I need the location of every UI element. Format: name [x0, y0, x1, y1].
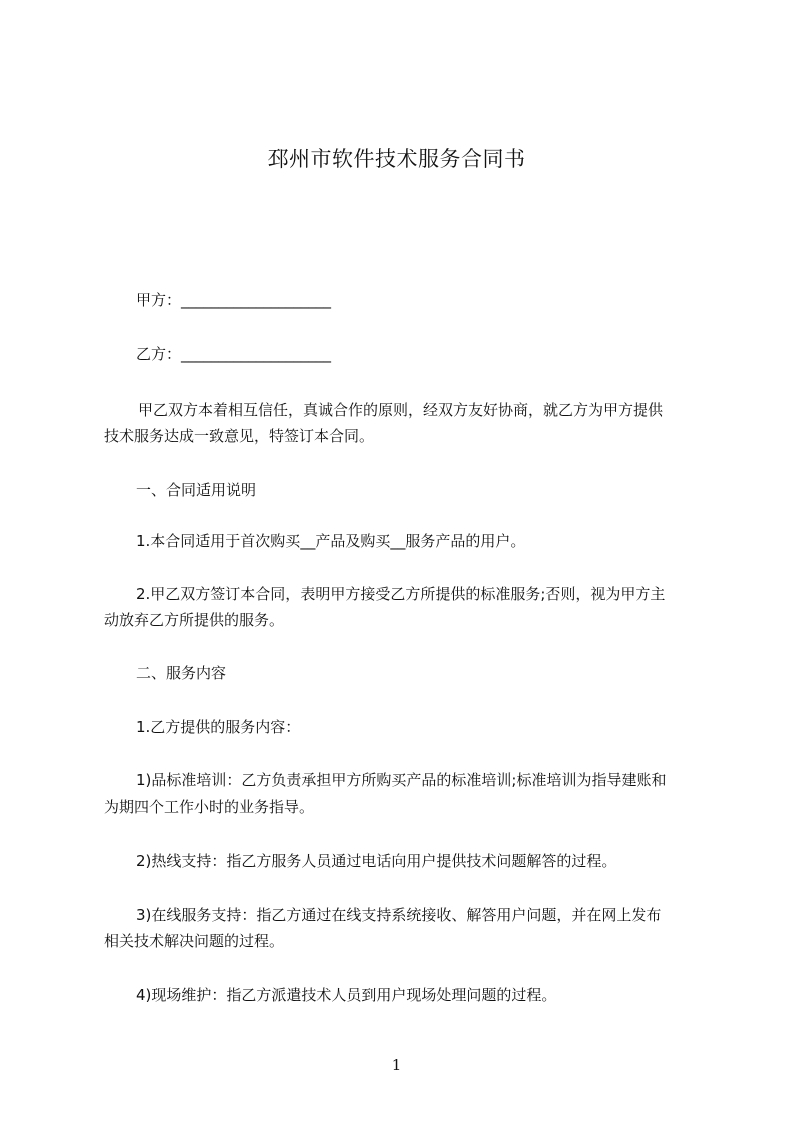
section-2-item-1: 1.乙方提供的服务内容：: [136, 718, 301, 736]
party-a-line: 甲方：____________________: [136, 291, 332, 309]
page-number: 1: [391, 1056, 402, 1074]
section-2-sub-4: 4)现场维护：指乙方派遣技术人员到用户现场处理问题的过程。: [136, 986, 557, 1004]
section-1-item-2-line-1: 2.甲乙双方签订本合同，表明甲方接受乙方所提供的标准服务;否则，视为甲方主: [136, 585, 666, 603]
preamble-line-1: 甲乙双方本着相互信任，真诚合作的原则，经双方友好协商，就乙方为甲方提供: [138, 401, 664, 419]
section-1-item-2-line-2: 动放弃乙方所提供的服务。: [104, 611, 285, 629]
section-2-sub-3-line-1: 3)在线服务支持：指乙方通过在线支持系统接收、解答用户问题，并在网上发布: [136, 906, 662, 924]
section-2-sub-1-line-2: 为期四个工作小时的业务指导。: [104, 798, 315, 816]
section-2-sub-2: 2)热线支持：指乙方服务人员通过电话向用户提供技术问题解答的过程。: [136, 852, 617, 870]
section-2-sub-1-line-1: 1)品标准培训：乙方负责承担甲方所购买产品的标准培训;标准培训为指导建账和: [136, 771, 667, 789]
document-title: 邳州市软件技术服务合同书: [267, 147, 526, 171]
section-1-item-1: 1.本合同适用于首次购买__产品及购买__服务产品的用户。: [136, 532, 526, 550]
preamble-line-2: 技术服务达成一致意见，特签订本合同。: [104, 427, 375, 445]
section-1-heading: 一、合同适用说明: [136, 481, 257, 499]
section-2-sub-3-line-2: 相关技术解决问题的过程。: [104, 932, 285, 950]
party-b-line: 乙方：____________________: [136, 345, 332, 363]
section-2-heading: 二、服务内容: [136, 664, 227, 682]
